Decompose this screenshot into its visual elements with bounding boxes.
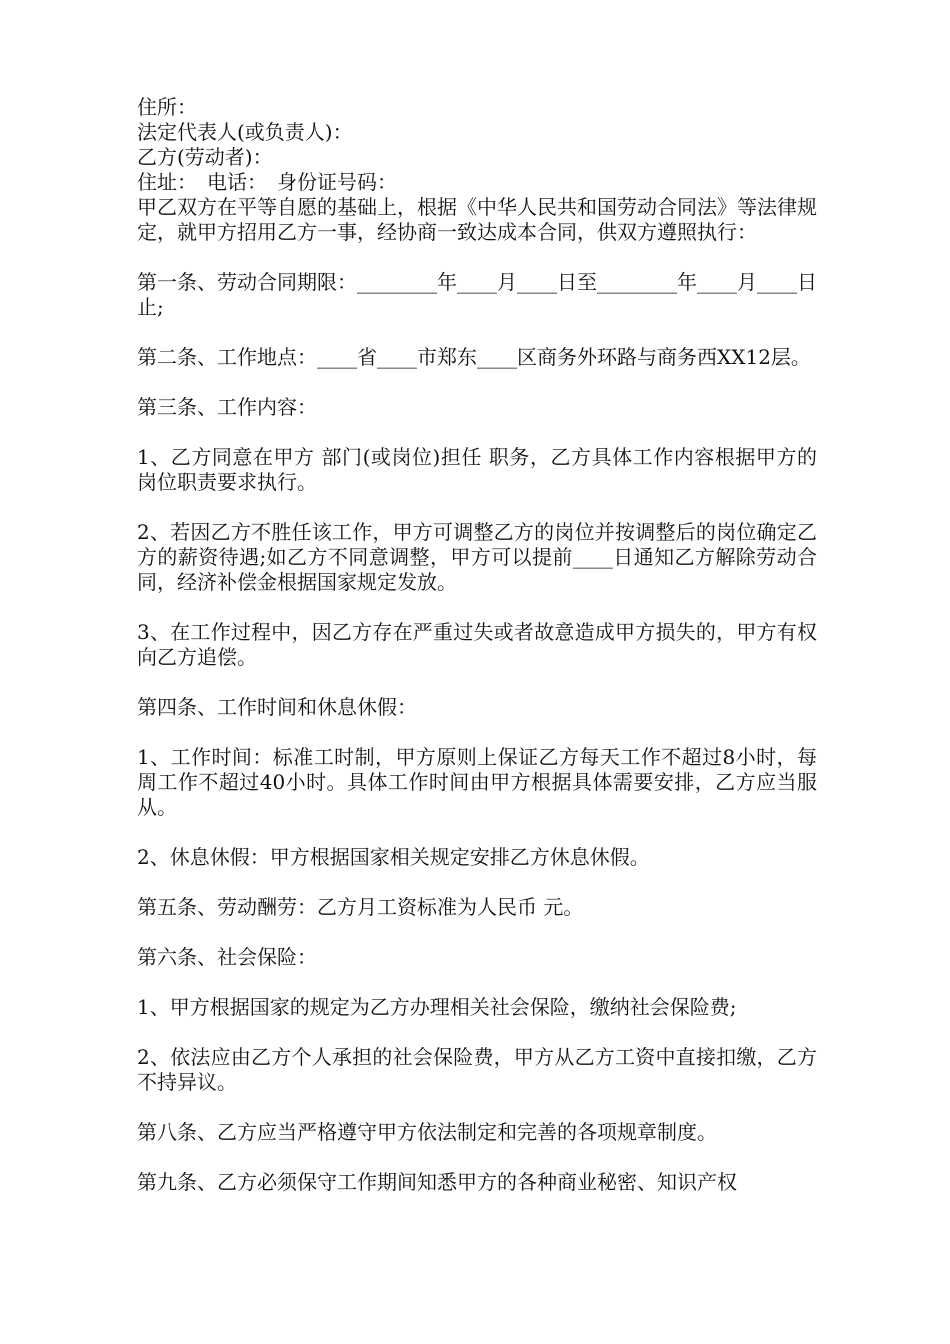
- article-3-item-2: 2、若因乙方不胜任该工作，甲方可调整乙方的岗位并按调整后的岗位确定乙方的薪资待遇;如乙方不同意调整，甲方可以提前____日通知乙方解除劳动合同，经济补偿金根据国家规定发放。: [137, 520, 817, 594]
- article-4-item-1: 1、工作时间：标准工时制，甲方原则上保证乙方每天工作不超过8小时，每周工作不超过40小时。具体工作时间由甲方根据具体需要安排，乙方应当服从。: [137, 745, 817, 819]
- legal-representative-label: 法定代表人(或负责人)：: [137, 120, 353, 144]
- article-1-term: 第一条、劳动合同期限：________年____月____日至________年____月____日止;: [137, 270, 817, 319]
- residence-label: 住所：: [137, 95, 197, 119]
- contract-document: [137, 95, 817, 1220]
- article-4-heading: 第四条、工作时间和休息休假：: [137, 695, 417, 719]
- address-phone-id-line: 住址： 电话： 身份证号码：: [137, 170, 397, 194]
- article-6-item-1: 1、甲方根据国家的规定为乙方办理相关社会保险，缴纳社会保险费;: [137, 995, 737, 1019]
- article-5-salary: 第五条、劳动酬劳：乙方月工资标准为人民币 元。: [137, 895, 584, 919]
- article-3-item-3: 3、在工作过程中，因乙方存在严重过失或者故意造成甲方损失的，甲方有权向乙方追偿。: [137, 620, 817, 669]
- article-6-item-2: 2、依法应由乙方个人承担的社会保险费，甲方从乙方工资中直接扣缴，乙方不持异议。: [137, 1045, 817, 1094]
- article-3-item-1: 1、乙方同意在甲方 部门(或岗位)担任 职务，乙方具体工作内容根据甲方的岗位职责要求执行。: [137, 445, 817, 494]
- article-3-heading: 第三条、工作内容：: [137, 395, 317, 419]
- article-4-item-2: 2、休息休假：甲方根据国家相关规定安排乙方休息休假。: [137, 845, 650, 869]
- intro-paragraph: 甲乙双方在平等自愿的基础上，根据《中华人民共和国劳动合同法》等法律规定，就甲方招用乙方一事，经协商一致达成本合同，供双方遵照执行：: [137, 195, 817, 244]
- article-2-location: 第二条、工作地点：____省____市郑东____区商务外环路与商务西XX12层。: [137, 345, 811, 369]
- party-b-label: 乙方(劳动者)：: [137, 145, 273, 169]
- article-9-confidentiality: 第九条、乙方必须保守工作期间知悉甲方的各种商业秘密、知识产权: [137, 1170, 737, 1194]
- article-6-heading: 第六条、社会保险：: [137, 945, 317, 969]
- article-8-rules: 第八条、乙方应当严格遵守甲方依法制定和完善的各项规章制度。: [137, 1120, 717, 1144]
